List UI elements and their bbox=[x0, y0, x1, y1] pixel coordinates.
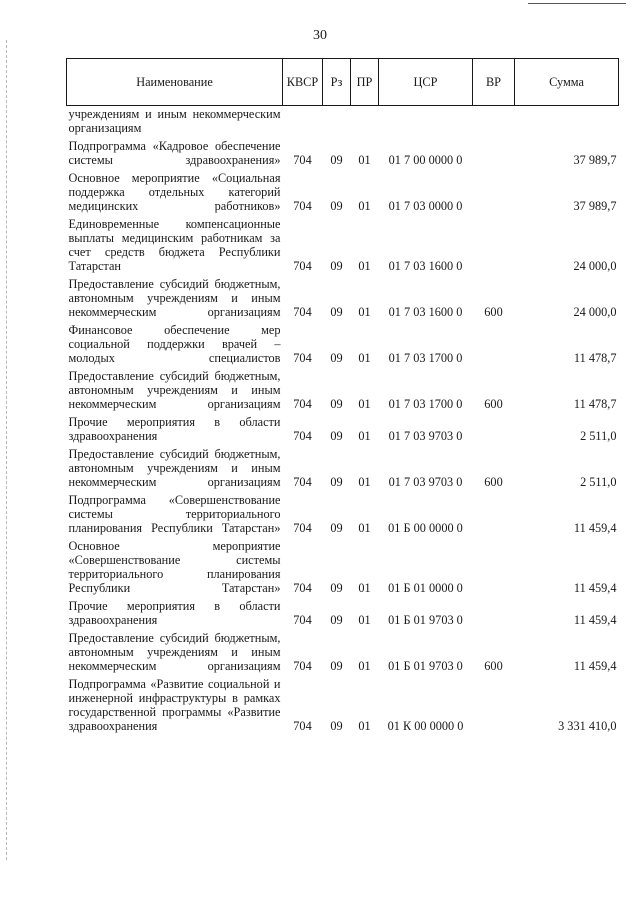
cell-rz: 09 bbox=[330, 153, 343, 167]
table-row bbox=[67, 322, 619, 368]
cell-csr: 01 Б 00 0000 0 bbox=[388, 521, 463, 535]
cell-csr: 01 Б 01 9703 0 bbox=[388, 613, 463, 627]
cell-sum: 11 459,4 bbox=[573, 521, 617, 535]
col-header-pr: ПР bbox=[351, 59, 379, 106]
table-row bbox=[67, 446, 619, 492]
cell-vr: 600 bbox=[484, 305, 503, 319]
cell-kvsr: 704 bbox=[293, 199, 312, 213]
cell-vr bbox=[473, 106, 515, 139]
cell-sum: 11 478,7 bbox=[573, 397, 617, 411]
cell-name: Прочие мероприятия в области здравоохранения bbox=[68, 599, 281, 627]
cell-vr bbox=[473, 138, 515, 170]
cell-pr: 01 bbox=[358, 581, 371, 595]
cell-csr: 01 7 03 1600 0 bbox=[388, 259, 463, 273]
cell-sum: 24 000,0 bbox=[573, 259, 617, 273]
budget-table bbox=[66, 58, 619, 736]
table-row bbox=[67, 538, 619, 598]
cell-name: Единовременные компенсационные выплаты медицинским работникам за счет средств бюджета Республики Татарстан bbox=[68, 217, 281, 273]
cell-pr bbox=[351, 106, 379, 139]
cell-rz: 09 bbox=[330, 259, 343, 273]
cell-vr: 600 bbox=[484, 475, 503, 489]
corner-mark bbox=[528, 3, 626, 4]
cell-name: учреждениям и иным некоммерческим организациям bbox=[68, 107, 281, 135]
cell-kvsr: 704 bbox=[293, 475, 312, 489]
table-row bbox=[67, 106, 619, 139]
cell-rz: 09 bbox=[330, 397, 343, 411]
cell-csr: 01 7 00 0000 0 bbox=[388, 153, 463, 167]
cell-pr: 01 bbox=[358, 613, 371, 627]
cell-kvsr: 704 bbox=[293, 153, 312, 167]
cell-kvsr: 704 bbox=[293, 305, 312, 319]
cell-vr bbox=[473, 538, 515, 598]
cell-name: Основное мероприятие «Социальная поддержка отдельных категорий медицинских работников» bbox=[68, 171, 281, 213]
cell-kvsr: 704 bbox=[293, 613, 312, 627]
cell-vr bbox=[473, 322, 515, 368]
cell-vr bbox=[473, 170, 515, 216]
table-row bbox=[67, 676, 619, 736]
scan-edge-line bbox=[6, 40, 7, 860]
table-row bbox=[67, 216, 619, 276]
cell-csr: 01 К 00 0000 0 bbox=[387, 719, 464, 733]
table-row bbox=[67, 170, 619, 216]
cell-csr: 01 Б 01 9703 0 bbox=[388, 659, 463, 673]
cell-sum: 24 000,0 bbox=[573, 305, 617, 319]
table-header-row bbox=[67, 59, 619, 106]
cell-name: Предоставление субсидий бюджетным, автономным учреждениям и иным некоммерческим организациям bbox=[68, 447, 281, 489]
cell-vr: 600 bbox=[484, 397, 503, 411]
cell-rz: 09 bbox=[330, 305, 343, 319]
cell-sum: 37 989,7 bbox=[573, 153, 617, 167]
cell-kvsr: 704 bbox=[293, 397, 312, 411]
cell-pr: 01 bbox=[358, 429, 371, 443]
cell-rz: 09 bbox=[330, 521, 343, 535]
cell-csr: 01 Б 01 0000 0 bbox=[388, 581, 463, 595]
cell-pr: 01 bbox=[358, 351, 371, 365]
cell-pr: 01 bbox=[358, 397, 371, 411]
cell-rz: 09 bbox=[330, 659, 343, 673]
cell-name: Подпрограмма «Развитие социальной и инженерной инфраструктуры в рамках государственной программы «Развитие здравоохранения bbox=[68, 677, 281, 733]
table-row bbox=[67, 138, 619, 170]
col-header-name: Наименование bbox=[67, 59, 283, 106]
cell-name: Подпрограмма «Кадровое обеспечение системы здравоохранения» bbox=[68, 139, 281, 167]
cell-rz: 09 bbox=[330, 475, 343, 489]
cell-sum: 3 331 410,0 bbox=[558, 719, 617, 733]
col-header-kvsr: КВСР bbox=[283, 59, 323, 106]
cell-pr: 01 bbox=[358, 153, 371, 167]
cell-kvsr: 704 bbox=[293, 429, 312, 443]
cell-csr: 01 7 03 1700 0 bbox=[388, 397, 463, 411]
cell-sum bbox=[515, 106, 619, 139]
cell-sum: 2 511,0 bbox=[580, 429, 617, 443]
cell-rz bbox=[323, 106, 351, 139]
cell-rz: 09 bbox=[330, 351, 343, 365]
cell-sum: 11 478,7 bbox=[573, 351, 617, 365]
cell-pr: 01 bbox=[358, 719, 371, 733]
cell-pr: 01 bbox=[358, 521, 371, 535]
cell-kvsr: 704 bbox=[293, 719, 312, 733]
col-header-rz: Рз bbox=[323, 59, 351, 106]
cell-vr bbox=[473, 414, 515, 446]
cell-name: Предоставление субсидий бюджетным, автономным учреждениям и иным некоммерческим организациям bbox=[68, 369, 281, 411]
table-row bbox=[67, 630, 619, 676]
cell-sum: 37 989,7 bbox=[573, 199, 617, 213]
cell-name: Финансовое обеспечение мер социальной поддержки врачей – молодых специалистов bbox=[68, 323, 281, 365]
col-header-csr: ЦСР bbox=[379, 59, 473, 106]
table-row bbox=[67, 598, 619, 630]
cell-rz: 09 bbox=[330, 613, 343, 627]
cell-rz: 09 bbox=[330, 429, 343, 443]
table-row bbox=[67, 492, 619, 538]
cell-vr: 600 bbox=[484, 659, 503, 673]
cell-kvsr: 704 bbox=[293, 521, 312, 535]
cell-pr: 01 bbox=[358, 659, 371, 673]
cell-csr bbox=[379, 106, 473, 139]
cell-name: Основное мероприятие «Совершенствование системы территориального планирования Республики Татарстан» bbox=[68, 539, 281, 595]
cell-name: Предоставление субсидий бюджетным, автономным учреждениям и иным некоммерческим организациям bbox=[68, 277, 281, 319]
cell-rz: 09 bbox=[330, 581, 343, 595]
cell-kvsr bbox=[283, 106, 323, 139]
cell-name: Предоставление субсидий бюджетным, автономным учреждениям и иным некоммерческим организациям bbox=[68, 631, 281, 673]
cell-kvsr: 704 bbox=[293, 351, 312, 365]
table-row bbox=[67, 368, 619, 414]
cell-kvsr: 704 bbox=[293, 259, 312, 273]
cell-kvsr: 704 bbox=[293, 659, 312, 673]
cell-csr: 01 7 03 1700 0 bbox=[388, 351, 463, 365]
cell-sum: 11 459,4 bbox=[573, 613, 617, 627]
cell-vr bbox=[473, 598, 515, 630]
col-header-sum: Сумма bbox=[515, 59, 619, 106]
table-row bbox=[67, 414, 619, 446]
cell-sum: 2 511,0 bbox=[580, 475, 617, 489]
page-number: 30 bbox=[313, 28, 327, 43]
cell-vr bbox=[473, 676, 515, 736]
cell-vr bbox=[473, 492, 515, 538]
cell-rz: 09 bbox=[330, 719, 343, 733]
cell-sum: 11 459,4 bbox=[573, 581, 617, 595]
cell-sum: 11 459,4 bbox=[573, 659, 617, 673]
table-row bbox=[67, 276, 619, 322]
cell-pr: 01 bbox=[358, 475, 371, 489]
cell-name: Прочие мероприятия в области здравоохранения bbox=[68, 415, 281, 443]
cell-pr: 01 bbox=[358, 259, 371, 273]
cell-name: Подпрограмма «Совершенствование системы территориального планирования Республики Татарстан» bbox=[68, 493, 281, 535]
cell-pr: 01 bbox=[358, 305, 371, 319]
cell-rz: 09 bbox=[330, 199, 343, 213]
cell-csr: 01 7 03 9703 0 bbox=[388, 475, 463, 489]
cell-pr: 01 bbox=[358, 199, 371, 213]
cell-kvsr: 704 bbox=[293, 581, 312, 595]
cell-csr: 01 7 03 1600 0 bbox=[388, 305, 463, 319]
cell-csr: 01 7 03 0000 0 bbox=[388, 199, 463, 213]
cell-csr: 01 7 03 9703 0 bbox=[388, 429, 463, 443]
cell-vr bbox=[473, 216, 515, 276]
col-header-vr: ВР bbox=[473, 59, 515, 106]
